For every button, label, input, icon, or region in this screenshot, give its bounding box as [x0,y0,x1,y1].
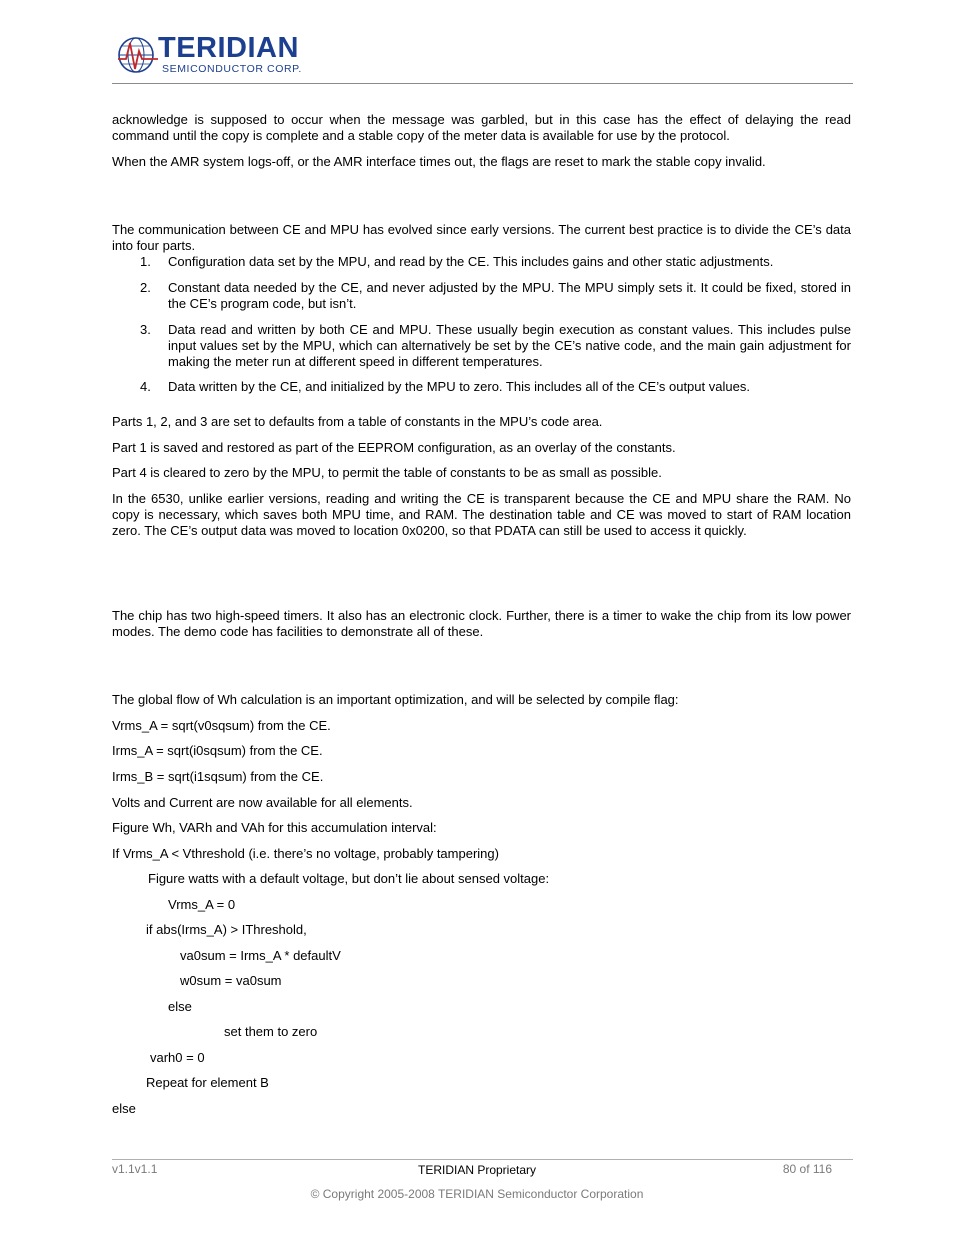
list-item-text: Configuration data set by the MPU, and read by the CE. This includes gains and other static adjustments. [168,254,774,269]
code-line: set them to zero [224,1024,318,1039]
paragraph-communication: The communication between CE and MPU has evolved since early versions. The current best practice is to divide the CE’s data into four parts. [112,222,851,253]
list-item-text: Constant data needed by the CE, and never adjusted by the MPU. The MPU simply sets it. It could be fixed, stored in the CE’s program code, but isn’t. [168,280,851,311]
logo-wordmark: TERIDIAN [158,32,299,64]
paragraph-timers: The chip has two high-speed timers. It also has an electronic clock. Further, there is a timer to wake the chip from its low power modes. The demo code has facilities to demonstrate all of these. [112,608,851,639]
code-line: w0sum = va0sum [180,973,282,988]
code-line: va0sum = Irms_A * defaultV [180,948,341,963]
header-divider [112,83,853,84]
footer-version: v1.1v1.1 [112,1162,158,1176]
paragraph-logoff: When the AMR system logs-off, or the AMR interface times out, the flags are reset to mark the stable copy invalid. [112,154,766,169]
paragraph-parts-123: Parts 1, 2, and 3 are set to defaults from a table of constants in the MPU’s code area. [112,414,603,429]
code-line: Irms_A = sqrt(i0sqsum) from the CE. [112,743,323,758]
code-line: else [112,1101,136,1116]
list-item-text: Data read and written by both CE and MPU. These usually begin execution as constant values. This includes pulse input values set by the MPU, which can alternatively be set by the CE’s native code, and the main gain adjustment for making the meter run at different speed in different temperatures. [168,322,851,369]
footer-copyright: © Copyright 2005-2008 TERIDIAN Semiconductor Corporation [310,1187,644,1201]
code-line: else [168,999,192,1014]
list-item-number: 1. [140,254,151,269]
paragraph-part-4: Part 4 is cleared to zero by the MPU, to permit the table of constants to be as small as possible. [112,465,662,480]
paragraph-6530: In the 6530, unlike earlier versions, reading and writing the CE is transparent because the CE and MPU share the RAM. No copy is necessary, which saves both MPU time, and RAM. The destination table and CE was moved to start of RAM location zero. The CE’s output data was moved to location 0x0200, so that PDATA can still be used to access it quickly. [112,491,851,538]
code-line: Vrms_A = 0 [168,897,236,912]
code-line: Irms_B = sqrt(i1sqsum) from the CE. [112,769,324,784]
company-logo [116,33,321,79]
paragraph-part-1: Part 1 is saved and restored as part of the EEPROM configuration, as an overlay of the constants. [112,440,676,455]
list-item-number: 3. [140,322,151,337]
footer-proprietary: TERIDIAN Proprietary [417,1163,537,1177]
code-line: If Vrms_A < Vthreshold (i.e. there’s no voltage, probably tampering) [112,846,499,861]
footer-page-number: 80 of 116 [782,1162,832,1176]
list-item-text: Data written by the CE, and initialized by the MPU to zero. This includes all of the CE’s output values. [168,379,750,394]
code-line: Figure Wh, VARh and VAh for this accumulation interval: [112,820,437,835]
code-line: Vrms_A = sqrt(v0sqsum) from the CE. [112,718,331,733]
paragraph-acknowledge: acknowledge is supposed to occur when the message was garbled, but in this case has the effect of delaying the read command until the copy is complete and a stable copy of the meter data is available for use by the protocol. [112,112,851,143]
list-item-number: 4. [140,379,151,394]
code-line: Figure watts with a default voltage, but don’t lie about sensed voltage: [148,871,550,886]
paragraph-wh-flow: The global flow of Wh calculation is an important optimization, and will be selected by compile flag: [112,692,679,707]
code-line: Repeat for element B [146,1075,269,1090]
code-line: Volts and Current are now available for all elements. [112,795,413,810]
list-item-number: 2. [140,280,151,295]
footer-divider [112,1159,853,1160]
logo-globe-icon [116,33,160,77]
code-line: varh0 = 0 [150,1050,205,1065]
code-line: if abs(Irms_A) > IThreshold, [146,922,307,937]
logo-subtitle: SEMICONDUCTOR CORP. [162,63,302,75]
